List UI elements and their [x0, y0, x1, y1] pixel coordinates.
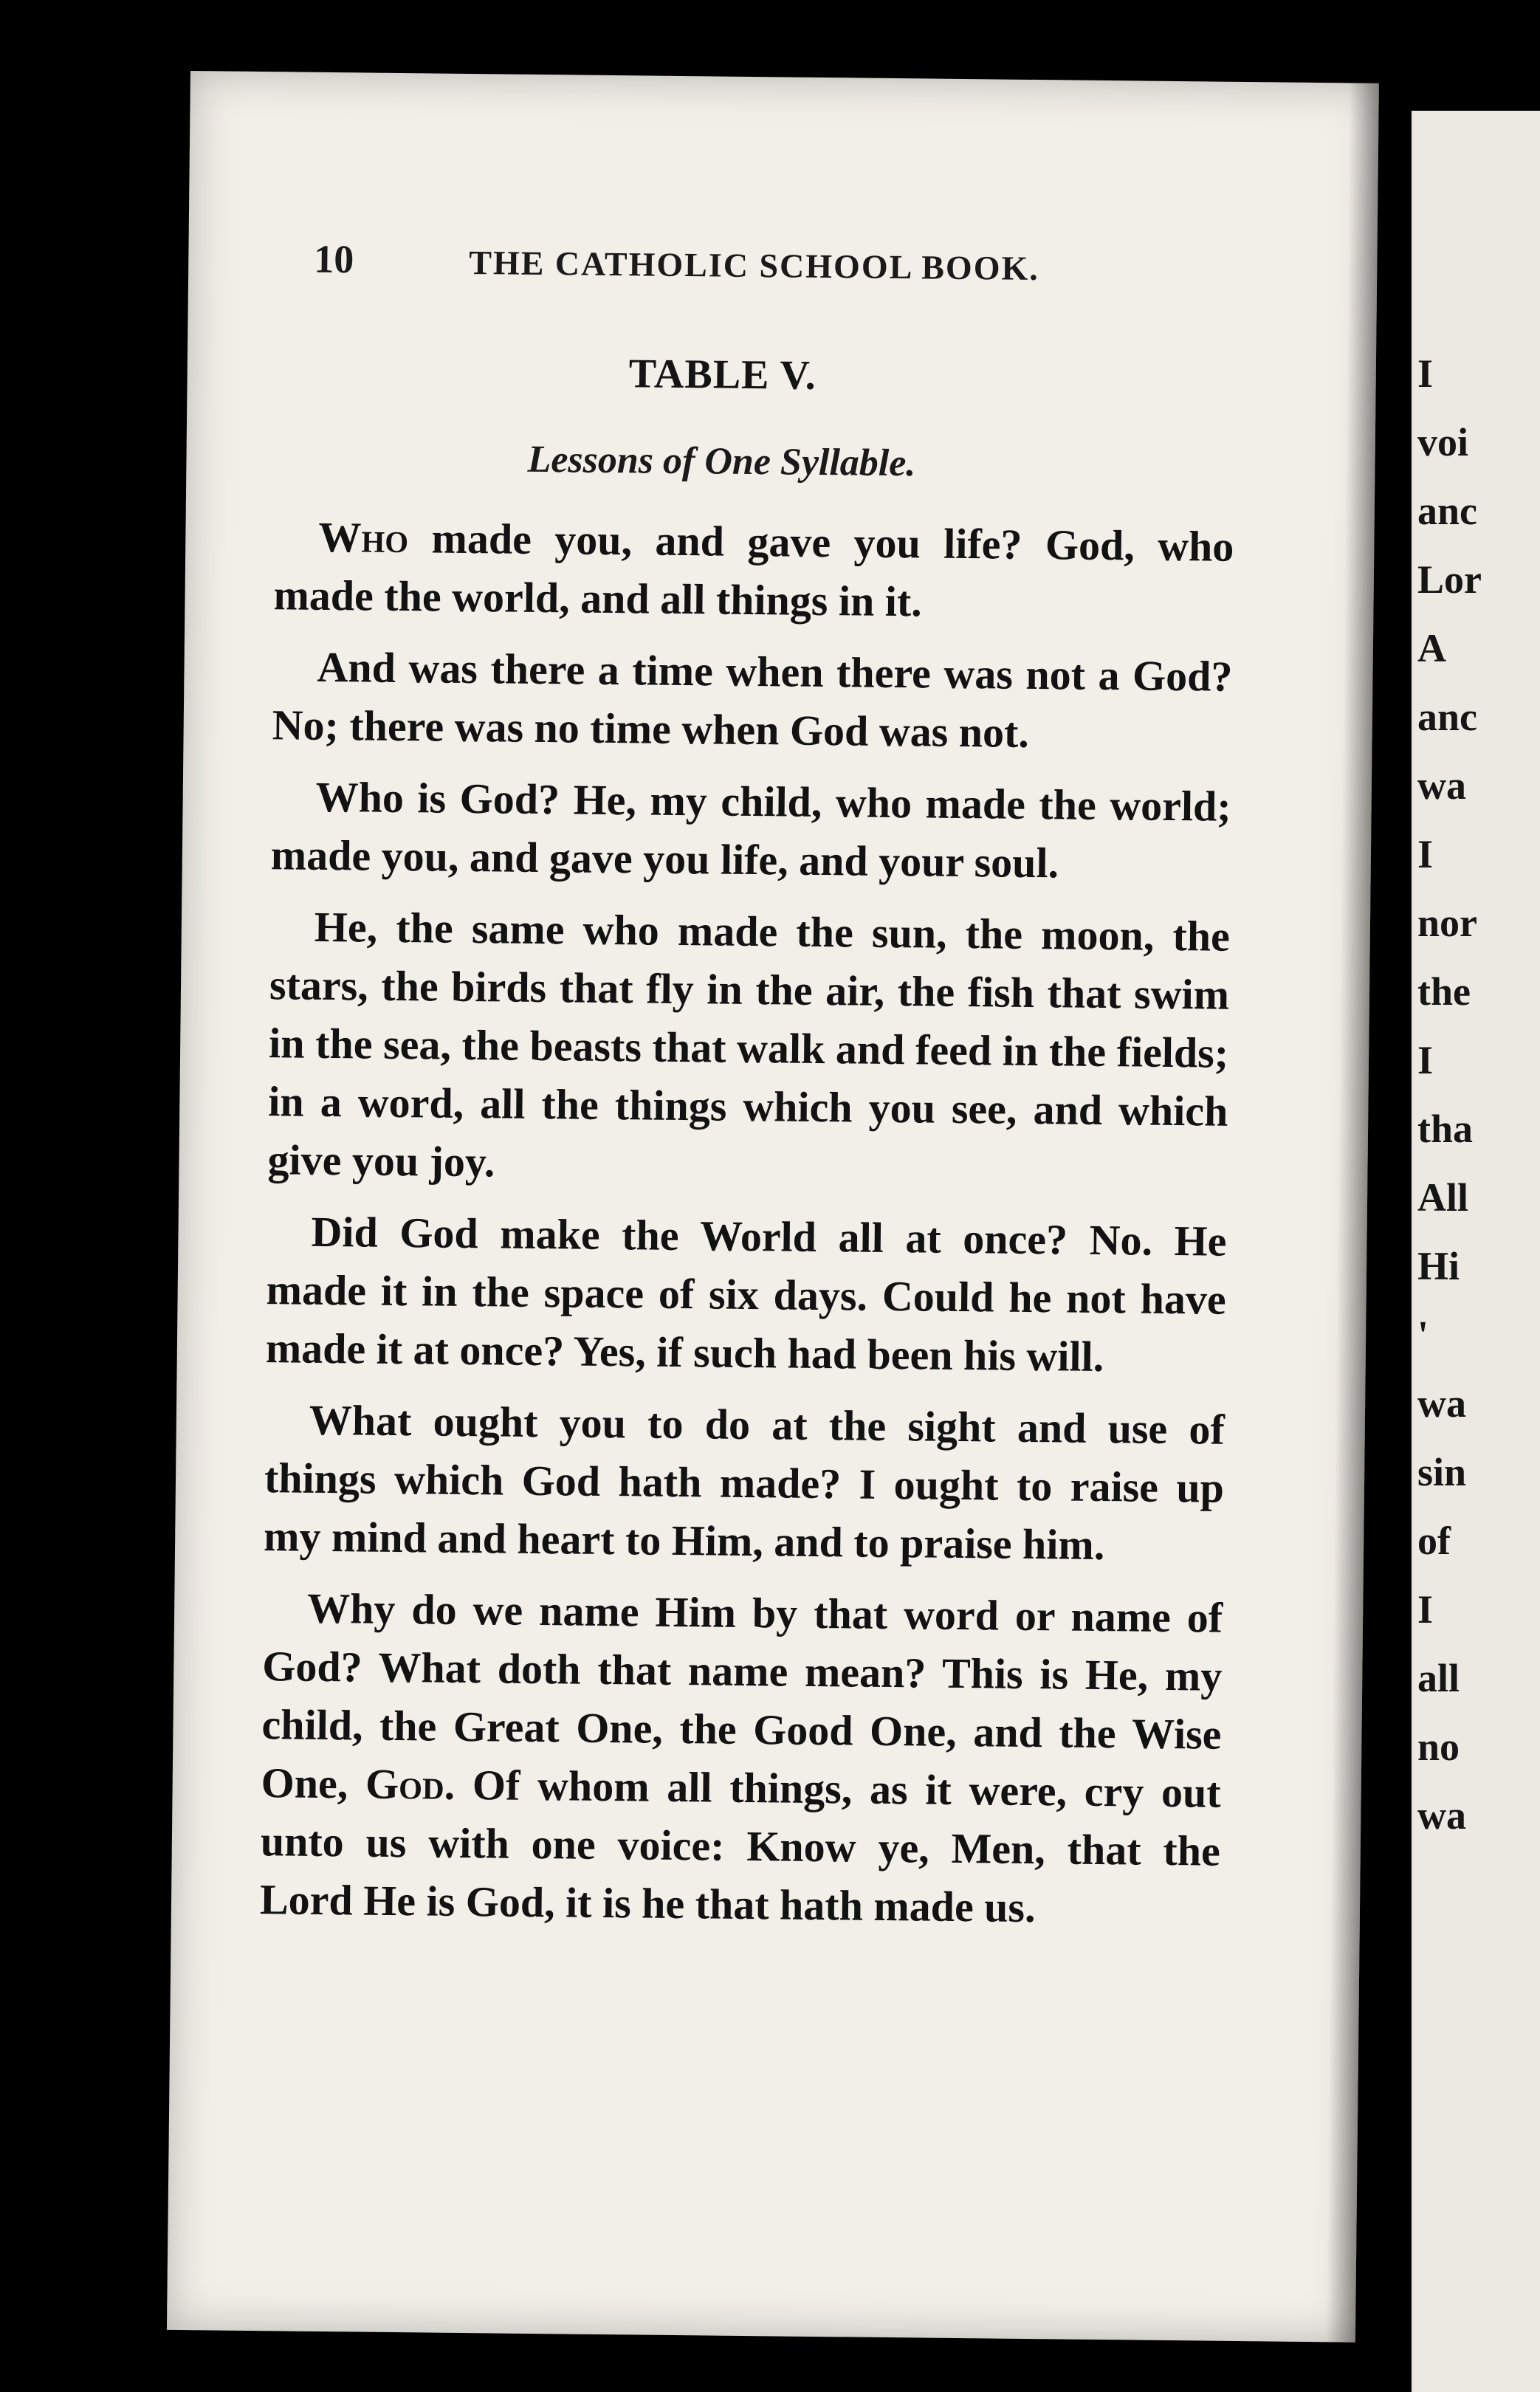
- running-title: THE CATHOLIC SCHOOL BOOK.: [469, 243, 1040, 288]
- paragraph-1: [273, 507, 1234, 634]
- paragraph-5-text: Did God make the World all at once? No. He made it in the space of six days. Could he not have made it at once? Yes, if such had been his will.: [265, 1207, 1227, 1381]
- facing-page-fragment: sin: [1417, 1450, 1467, 1494]
- facing-page-fragment: voi: [1417, 420, 1469, 464]
- paragraph-6-text: What ought you to do at the sight and use of things which God hath made? I ought to raise up my mind and heart to Him, and to praise him.: [263, 1395, 1226, 1570]
- facing-page-fragment: Hi: [1417, 1244, 1460, 1288]
- facing-page-fragment: I: [1417, 832, 1434, 876]
- paragraph-2-text: And was there a time when there was not a God? No; there was no time when God was not.: [272, 642, 1233, 757]
- facing-page-fragment: All: [1417, 1175, 1469, 1220]
- running-head: [314, 236, 1274, 292]
- paragraph-7: [260, 1578, 1223, 1939]
- paragraph-1-lead: Who: [318, 512, 409, 563]
- paragraph-7-small-caps: God: [365, 1759, 445, 1809]
- facing-page-fragment: ': [1417, 1313, 1429, 1357]
- facing-page-fragment: wa: [1417, 1793, 1466, 1838]
- paragraph-1-text: made you, and gave you life? God, who made the world, and all things in it.: [273, 514, 1234, 626]
- body-text: [259, 507, 1234, 1952]
- section-subtitle: Lessons of One Syllable.: [527, 438, 916, 485]
- facing-page-fragment: anc: [1417, 695, 1477, 739]
- facing-page-fragment: all: [1417, 1656, 1460, 1700]
- table-heading: TABLE V.: [628, 351, 817, 399]
- paragraph-4: [267, 897, 1230, 1199]
- facing-page-fragment: of: [1417, 1519, 1451, 1563]
- page-number: 10: [314, 236, 354, 282]
- facing-page: [1412, 111, 1540, 2392]
- left-page: [167, 71, 1379, 2343]
- facing-page-fragment: the: [1417, 969, 1471, 1014]
- paragraph-3-text: Who is God? He, my child, who made the world; made you, and gave you life, and your soul.: [270, 772, 1231, 887]
- paragraph-7-text: Why do we name Him by that word or name of God? What doth that name mean? This is He, my child, the Great One, the Good One, and the Wise One,: [261, 1584, 1223, 1808]
- paragraph-6: [264, 1390, 1225, 1575]
- book-gutter: [1391, 111, 1412, 2370]
- paragraph-3: [270, 767, 1231, 894]
- facing-page-fragments: [1417, 340, 1482, 1850]
- paragraph-2: [272, 637, 1233, 764]
- paragraph-4-text: He, the same who made the sun, the moon, the stars, the birds that fly in the air, the fish that swim in the sea, the beasts that walk and feed in the fields; in a word, all the things which you see, and which give you joy.: [267, 902, 1231, 1186]
- facing-page-fragment: Lor: [1417, 557, 1482, 602]
- facing-page-fragment: no: [1417, 1725, 1460, 1769]
- paragraph-7-after: . Of whom all things, as it were, cry out unto us with one voice: Know ye, Men, that the Lord He is God, it is he that hath made us.: [259, 1760, 1221, 1932]
- facing-page-fragment: A: [1417, 626, 1446, 670]
- facing-page-fragment: I: [1417, 1038, 1434, 1082]
- facing-page-fragment: anc: [1417, 489, 1477, 533]
- facing-page-fragment: wa: [1417, 1381, 1466, 1426]
- facing-page-fragment: I: [1417, 351, 1434, 396]
- facing-page-fragment: tha: [1417, 1107, 1474, 1151]
- facing-page-fragment: I: [1417, 1587, 1434, 1632]
- paragraph-5: [265, 1202, 1226, 1387]
- facing-page-fragment: wa: [1417, 763, 1466, 808]
- facing-page-fragment: nor: [1417, 901, 1477, 945]
